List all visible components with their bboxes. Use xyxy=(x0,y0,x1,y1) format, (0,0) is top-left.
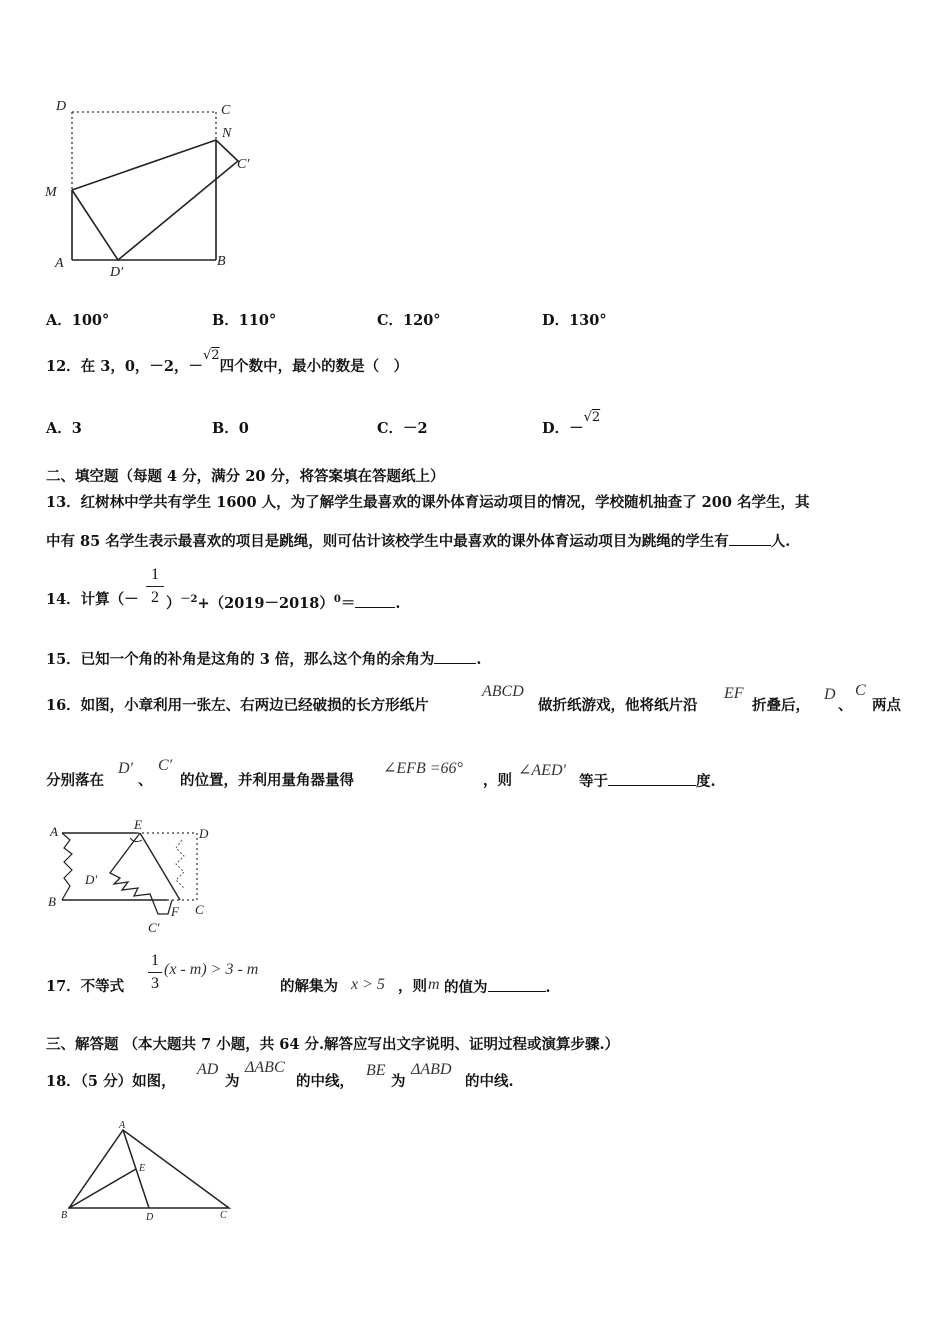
q18-wei: 为 xyxy=(225,1073,240,1090)
q16-line2b: 的位置，并利用量角器量得 xyxy=(180,772,354,789)
q12-option-d: D．－√2 xyxy=(542,410,601,437)
q18-ad: AD xyxy=(197,1061,219,1078)
q16-sep2: 、 xyxy=(138,772,153,789)
q16-abcd: ABCD xyxy=(482,683,524,700)
fig2-label-D: D xyxy=(199,826,209,841)
q16-d-prime: D′ xyxy=(118,760,134,777)
q16-c-prime: C′ xyxy=(158,757,173,774)
q16-part3: 折叠后， xyxy=(752,697,810,714)
q14-rest: ）$^{-2}+(2019-2018)^0=$ . xyxy=(166,594,401,612)
label-B: B xyxy=(217,254,226,269)
label-D: D xyxy=(56,99,67,114)
q12-option-a: A．3 xyxy=(46,420,82,437)
fig3-label-B: B xyxy=(61,1210,68,1221)
fig2-label-B: B xyxy=(48,894,56,909)
q15-answer-blank xyxy=(434,649,476,664)
q11-option-d: D．130° xyxy=(542,312,607,329)
q13-answer-blank xyxy=(729,531,771,546)
q16-part2: 做折纸游戏，他将纸片沿 xyxy=(538,697,698,714)
q11-option-c: C．120° xyxy=(377,312,441,329)
q16-part4: 两点 xyxy=(872,697,901,714)
q13-line1: 13．红树林中学共有学生 1600 人，为了解学生最喜欢的课外体育运动项目的情况，学校随机抽查了 200 名学生，其 xyxy=(46,494,810,511)
q15-question: 15．已知一个角的补角是这角的 3 倍，那么这个角的余角为 . xyxy=(46,651,482,668)
q17-cond: x > 5 xyxy=(351,976,385,993)
q11-option-b: B．110° xyxy=(212,312,277,329)
q16-angle-efb: ∠EFB =66° xyxy=(383,760,463,777)
fig2-label-F: F xyxy=(171,904,179,919)
q16-ef: EF xyxy=(724,685,744,702)
paper-left-torn-edge xyxy=(62,833,72,900)
fig2-label-E: E xyxy=(134,818,142,832)
q12-radical: √2 xyxy=(203,348,220,363)
q17-prefix: 17．不等式 xyxy=(46,978,125,995)
fig3-label-A: A xyxy=(119,1120,126,1131)
q18-prefix: 18．（5 分）如图， xyxy=(46,1073,176,1090)
label-C-prime: C′ xyxy=(237,157,250,172)
q16-line2a: 分别落在 xyxy=(46,772,104,789)
fig2-label-A: A xyxy=(50,824,58,839)
label-D-prime: D′ xyxy=(110,265,124,280)
q14-fraction-bar xyxy=(146,586,164,587)
q12-option-b: B．0 xyxy=(212,420,249,437)
q16-c: C xyxy=(855,682,866,699)
q14-fraction: 1 2 xyxy=(146,566,164,607)
figure-triangle xyxy=(55,1118,245,1228)
q18-be: BE xyxy=(366,1062,386,1079)
folded-part xyxy=(110,833,172,914)
q14-question: 14．计算（－ xyxy=(46,591,139,608)
q16-line2c: ，则 xyxy=(483,772,512,789)
q16-angle-aed: ∠AED′ xyxy=(518,762,567,779)
section3-title: 三、解答题 （本大题共 7 小题，共 64 分.解答应写出文字说明、证明过程或演算步骤.） xyxy=(46,1036,620,1053)
fold-line-EF xyxy=(140,833,180,900)
q17-end: 的值为 . xyxy=(444,979,551,996)
q18-abd: ΔABD xyxy=(411,1061,452,1078)
fig3-label-C: C xyxy=(220,1210,227,1221)
q18-mid: 的中线， xyxy=(296,1073,354,1090)
q18-wei2: 为 xyxy=(391,1073,406,1090)
q17-mid2: ，则 xyxy=(398,978,427,995)
q17-answer-blank xyxy=(488,977,546,992)
q12-option-d-radical: √2 xyxy=(583,410,601,425)
q12-option-c: C．－2 xyxy=(377,420,428,437)
q11-option-a: A．100° xyxy=(46,312,110,329)
q16-sep: 、 xyxy=(838,697,853,714)
q16-line2d: 等于 度. xyxy=(579,773,716,790)
q17-fraction-bar xyxy=(148,972,162,973)
q17-m: m xyxy=(428,976,440,993)
q12-suffix: 四个数中，最小的数是（ ） xyxy=(219,358,409,375)
q18-abc: ΔABC xyxy=(245,1059,285,1076)
fig2-label-C: C xyxy=(195,902,204,917)
label-C: C xyxy=(221,103,231,118)
right-torn-dotted xyxy=(176,840,184,888)
fig2-label-C-prime: C′ xyxy=(148,920,160,935)
q17-expr: (x - m) > 3 - m xyxy=(164,961,259,978)
fig3-label-E: E xyxy=(139,1163,146,1174)
median-BE xyxy=(69,1169,136,1208)
label-M: M xyxy=(45,185,57,200)
q16-answer-blank xyxy=(608,771,696,786)
q16-part1: 16．如图，小章利用一张左、右两边已经破损的长方形纸片 xyxy=(46,697,429,714)
q14-answer-blank xyxy=(355,593,395,608)
q17-fraction: 1 3 xyxy=(148,952,162,993)
figure-folded-rectangle xyxy=(40,95,270,285)
q16-d: D xyxy=(824,686,836,703)
fig2-label-D-prime: D′ xyxy=(85,872,98,887)
fold-shape xyxy=(72,140,238,260)
label-A: A xyxy=(55,256,64,271)
triangle-ABC xyxy=(69,1130,229,1208)
fig3-label-D: D xyxy=(146,1212,154,1223)
figure-folded-paper xyxy=(42,818,222,938)
section2-title: 二、填空题（每题 4 分，满分 20 分，将答案填在答题纸上） xyxy=(46,468,445,485)
q12-question xyxy=(46,348,409,378)
q13-line2: 中有 85 名学生表示最喜欢的项目是跳绳，则可估计该校学生中最喜欢的课外体育运动项目为跳绳的学生有 人. xyxy=(46,533,791,550)
q18-end: 的中线. xyxy=(465,1073,514,1090)
label-N: N xyxy=(222,126,232,141)
q17-mid: 的解集为 xyxy=(280,978,338,995)
q12-prefix: 12．在 3，0，－2，－ xyxy=(46,358,203,375)
